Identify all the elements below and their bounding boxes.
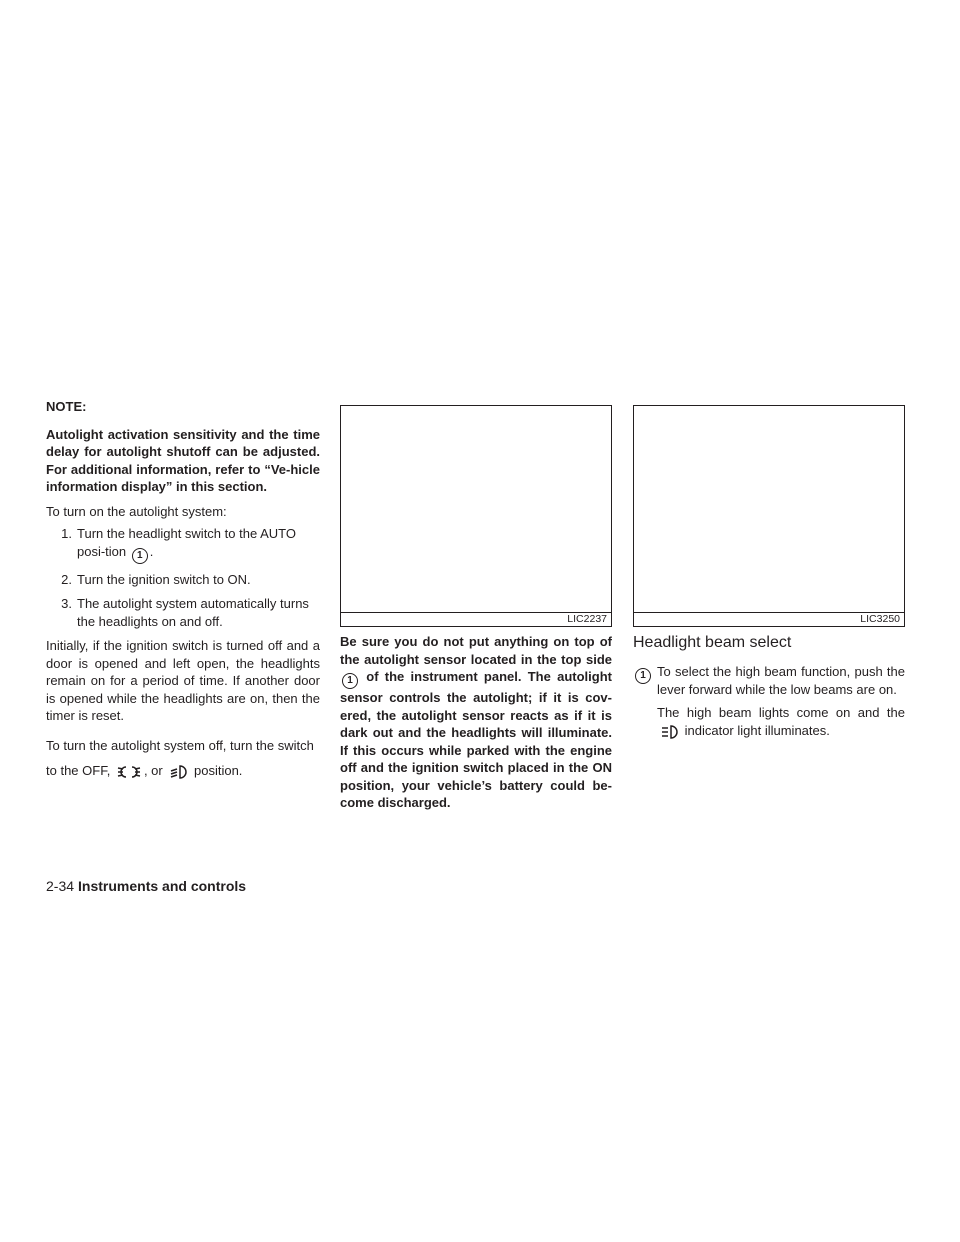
step-number: 2. — [61, 571, 72, 587]
figure-code: LIC2237 — [567, 613, 607, 625]
high-beam-icon — [660, 725, 678, 744]
low-beam-icon — [169, 762, 187, 787]
callout-marker: 1 — [635, 668, 651, 684]
page-number: 2-34 — [46, 878, 75, 894]
steps-list — [46, 525, 320, 630]
item-text: To select the high beam function, push the lever forward while the low beams are on. — [657, 664, 905, 697]
caution-text: Be sure you do not put anything on top of the autolight sensor located in the top side 1 of the instrument panel. The autolight sensor controls the autolight; if it is cov-ered, the autolight sensor reacts as if it is dark out and the headlights will illuminate. If this occurs while parked with the engine off and the ignition switch placed in the ON position, your vehicle’s battery could be-come discharged. — [340, 634, 612, 810]
section-title: Instruments and controls — [78, 878, 247, 894]
intro-text: To turn on the autolight system: — [46, 503, 227, 519]
paragraph: Initially, if the ignition switch is turned off and a door is opened and left open, the headlights remain on for a period of time. If another door is opened while the headlights are on, then the timer is reset. — [46, 638, 320, 723]
step-number: 1. — [61, 526, 72, 541]
step-text: Turn the headlight switch to the AUTO posi-tion — [77, 526, 296, 559]
note-label: NOTE: — [46, 399, 87, 414]
step-text: The autolight system automatically turns the headlights on and off. — [77, 596, 309, 629]
list-item: 1. Turn the headlight switch to the AUTO posi-tion 1 . — [46, 525, 320, 564]
note-text: Autolight activation sensitivity and the time delay for autolight shutoff can be adjusted. For additional information, refer to “Ve-hicle information display” in this section. — [46, 426, 320, 494]
list-item — [633, 663, 905, 749]
list-item — [46, 571, 320, 589]
figure-code: LIC3250 — [860, 613, 900, 625]
list-item — [46, 595, 320, 630]
right-column — [633, 405, 905, 749]
headlight-lever-figure — [633, 405, 905, 627]
step-text: Turn the ignition switch to ON. — [77, 571, 251, 587]
section-heading: Headlight beam select — [633, 634, 792, 651]
middle-column — [340, 405, 612, 819]
autolight-sensor-figure — [340, 405, 612, 627]
callout-marker: 1 — [132, 548, 148, 564]
paragraph: To turn the autolight system off, turn the switch to the OFF, , or position. — [46, 733, 320, 787]
left-column — [46, 398, 320, 787]
page-footer — [46, 877, 246, 895]
callout-marker: 1 — [342, 673, 358, 689]
item-text: The high beam lights come on and the indicator light illuminates. — [657, 704, 905, 743]
step-number: 3. — [61, 596, 72, 611]
parking-lights-icon — [117, 762, 141, 787]
